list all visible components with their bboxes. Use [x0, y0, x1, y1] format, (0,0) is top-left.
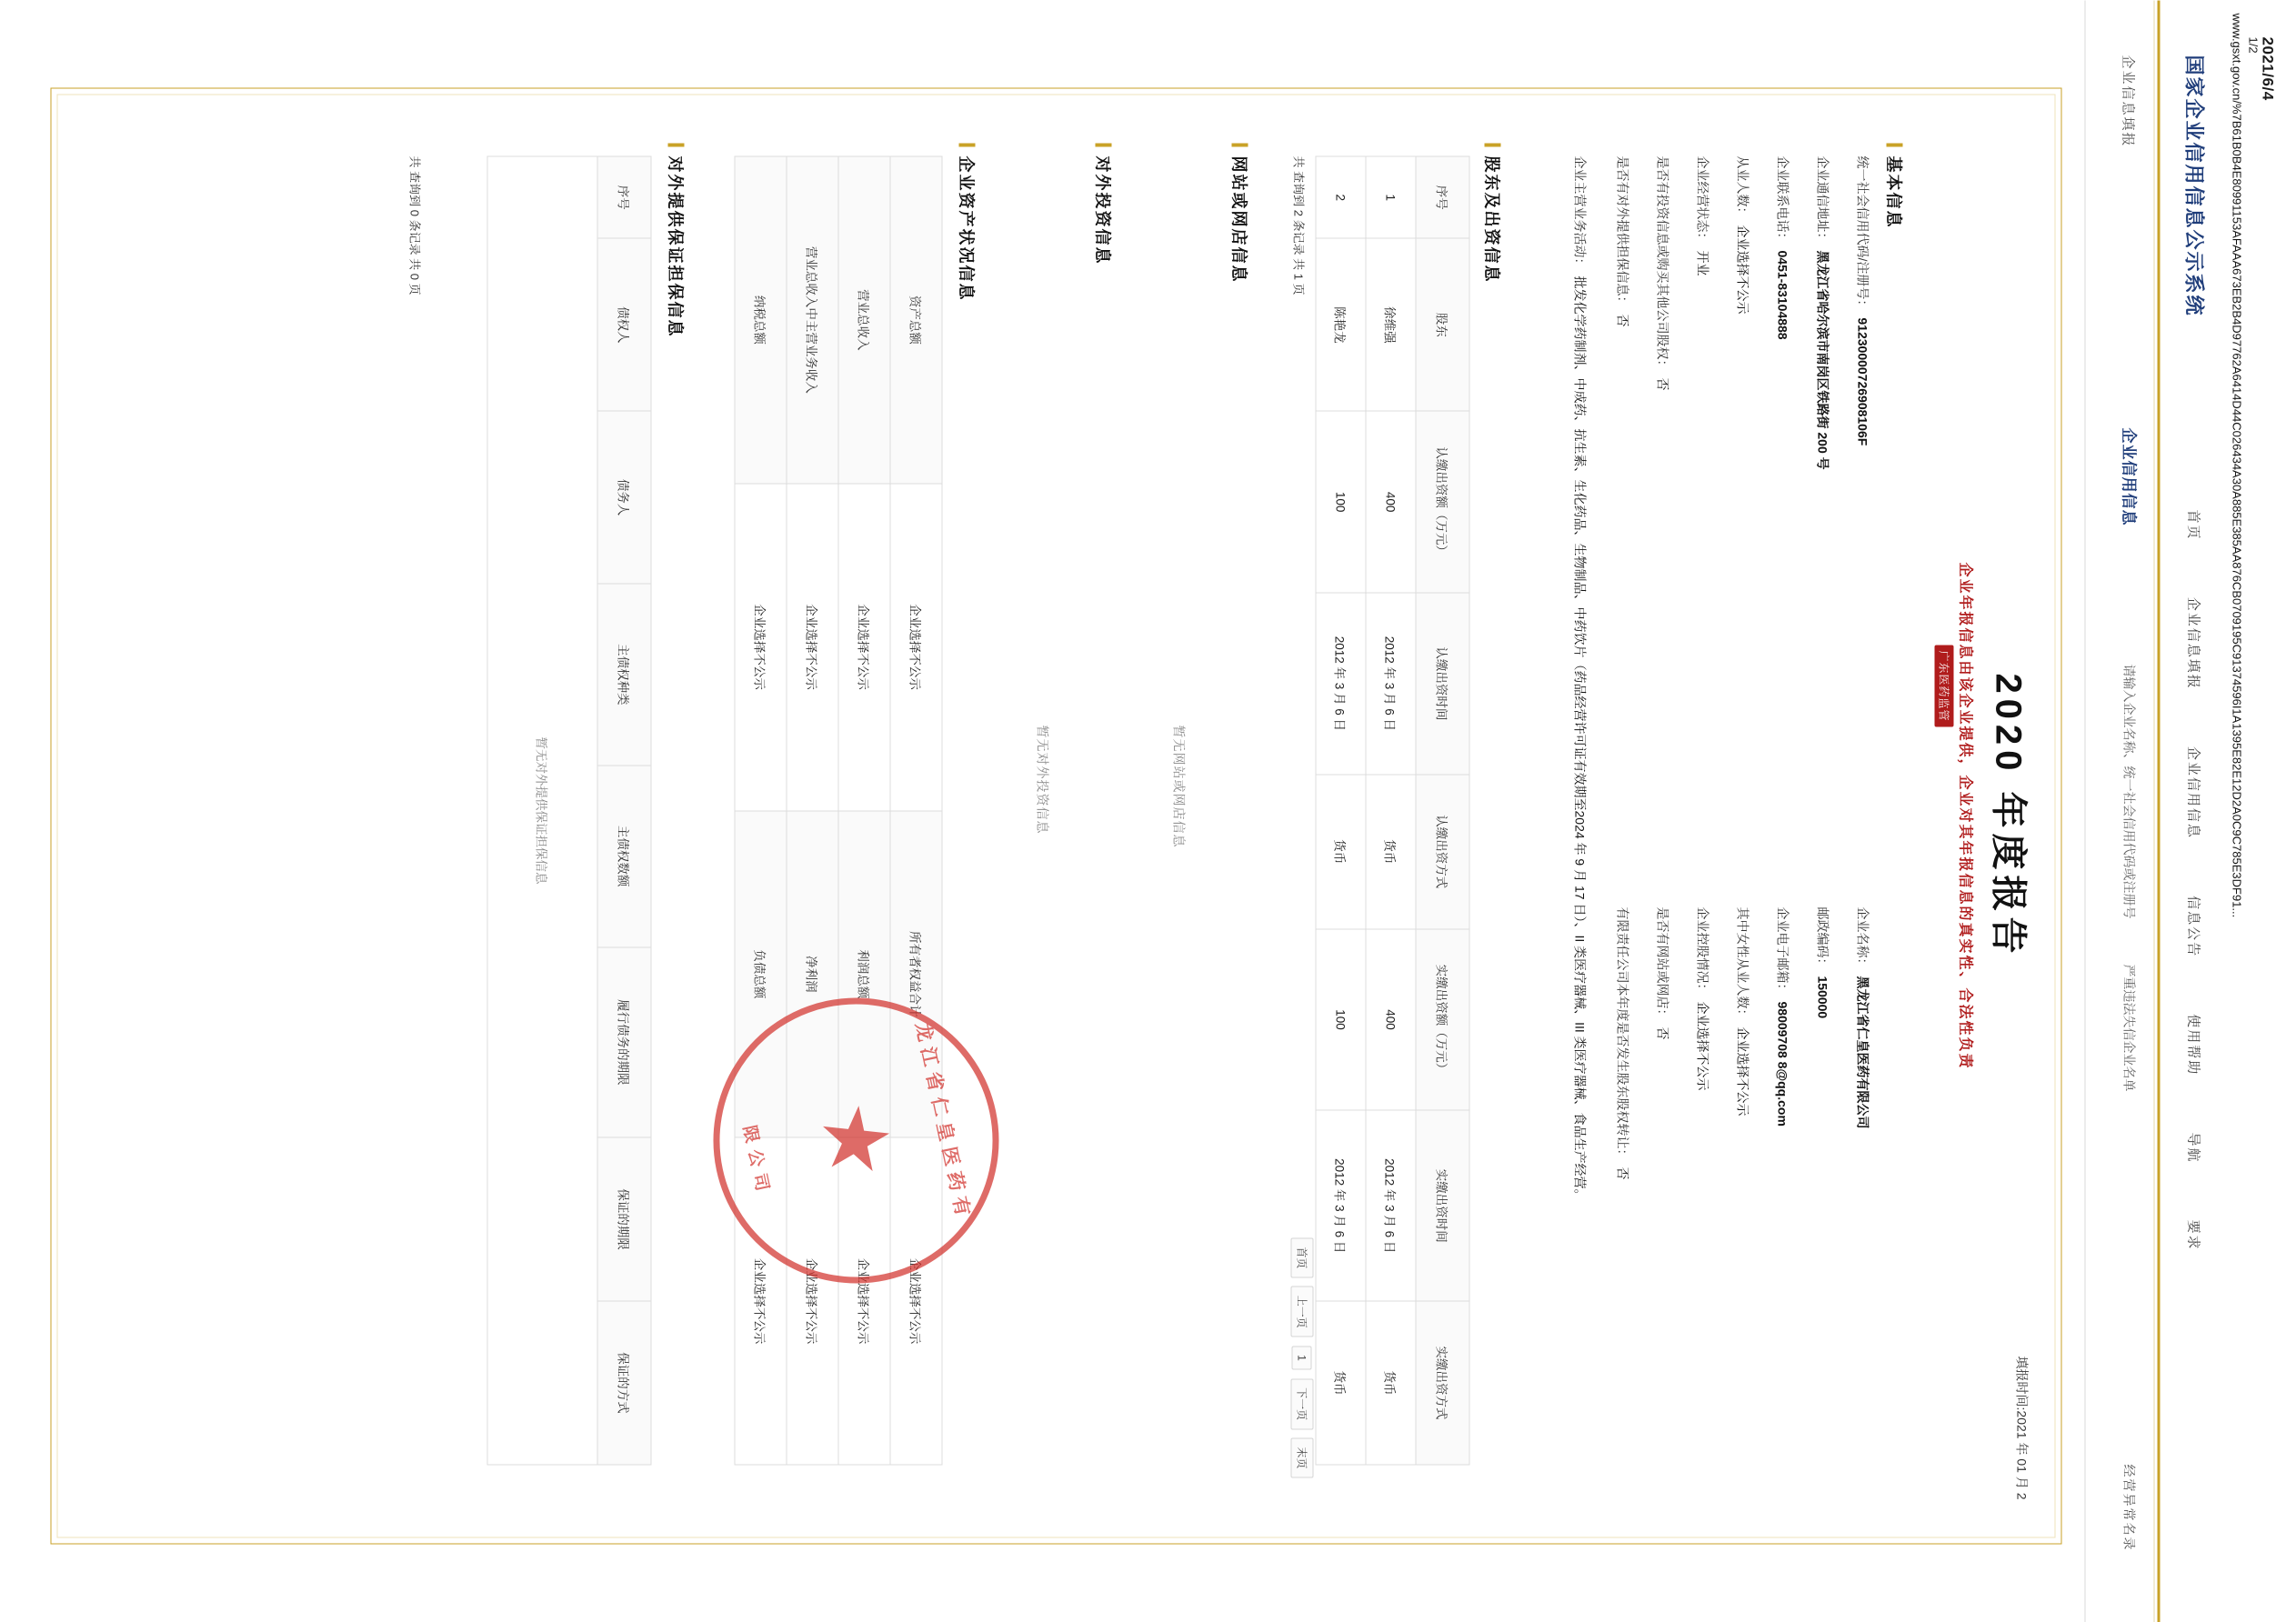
cell-paid-amount: 400	[1366, 928, 1416, 1110]
basic-row-10	[1653, 155, 1671, 390]
assets-label-total-assets: 资产总额	[890, 156, 942, 484]
col-paid-amount: 实缴出资额（万元）	[1416, 928, 1469, 1110]
basic-row-8	[1693, 155, 1711, 275]
report-subtitle: 企业年报信息由该企业提供，企业对其年报信息的真实性、合法性负责	[1957, 561, 1972, 1069]
col-shareholder: 股东	[1416, 238, 1469, 411]
nav-item-enterprise-filing[interactable]: 企业信息填报	[2185, 596, 2201, 690]
report-title: 2020 年度报告	[1988, 672, 2028, 959]
search-hint: 请输入企业名称、统一社会信用代码或注册号	[2121, 664, 2136, 918]
basic-value-1: 黑龙江省仁皇医药有限公司	[1855, 976, 1870, 1128]
pager-next[interactable]: 下一页	[1290, 1378, 1313, 1429]
outbound-empty-note: 暂无对外投资信息	[1035, 725, 1049, 834]
section-website-heading: 网站或网店信息	[1228, 155, 1251, 283]
basic-value-4: 0451-83104888	[1775, 250, 1790, 340]
basic-value-9: 企业选择不公示	[1695, 1001, 1709, 1090]
gcol-debtor: 债务人	[597, 411, 651, 584]
nav-item-help[interactable]: 使用帮助	[2185, 1013, 2201, 1076]
shareholders-table	[1315, 155, 1469, 1465]
assets-value-tax: 企业选择不公示	[735, 483, 787, 810]
basic-key-7: 其中女性从业人数：	[1735, 906, 1750, 1021]
gcol-index: 序号	[597, 156, 651, 238]
subnav-title: 企业信用信息	[2120, 427, 2137, 526]
cell-subscribed-method: 货币	[1366, 774, 1416, 928]
col-paid-method: 实缴出资方式	[1416, 1301, 1469, 1465]
assets-label-net-profit: 净利润	[787, 810, 838, 1137]
basic-key-10: 是否有投资信息或购买其他公司股权：	[1655, 155, 1669, 372]
nav-items	[2184, 509, 2203, 1303]
table-row-empty	[487, 156, 597, 1465]
section-basic-heading: 基本信息	[1882, 155, 1906, 228]
gcol-term: 履行债务的期限	[597, 946, 651, 1137]
business-scope-text: 批发化学药制剂、中成药、抗生素、生化药品、生物制品、中药饮片（药品经营许可证有效期至2024 年 9 月 17 日）、II 类医疗器械、III 类医疗器械、食品生产经营。	[1572, 275, 1587, 1202]
nav-divider-thin	[2153, 0, 2154, 1622]
nav-item-home[interactable]: 首页	[2185, 509, 2201, 541]
assets-value-profit: 企业选择不公示	[838, 1137, 890, 1465]
gcol-guarantee-term: 保证的期限	[597, 1137, 651, 1301]
guarantee-header-row	[597, 156, 651, 1465]
basic-row-9	[1693, 906, 1711, 1090]
basic-key-11: 是否有网站或网店：	[1655, 906, 1669, 1021]
nav-item-announcement[interactable]: 信息公告	[2185, 895, 2201, 957]
basic-key-2: 企业通信地址：	[1815, 155, 1830, 245]
cell-paid-date: 2012 年 3 月 6 日	[1366, 1110, 1416, 1301]
pager-first[interactable]: 首页	[1290, 1237, 1313, 1277]
basic-row-4	[1773, 155, 1791, 339]
business-scope-label: 企业主营业务活动：	[1572, 155, 1587, 270]
shareholders-pager[interactable]	[1290, 1237, 1313, 1483]
nav-item-requirements[interactable]: 要求	[2185, 1219, 2201, 1251]
basic-row-12	[1613, 155, 1631, 326]
section-shareholders-heading: 股东及出资信息	[1480, 155, 1504, 283]
cell-index: 1	[1366, 156, 1416, 238]
cell-subscribed-method: 货币	[1316, 774, 1366, 928]
gcol-claim-amount: 主债权数额	[597, 765, 651, 946]
table-row	[1316, 156, 1366, 1465]
basic-row-6	[1733, 155, 1751, 314]
cell-paid-method: 货币	[1316, 1301, 1366, 1465]
cell-paid-method: 货币	[1366, 1301, 1416, 1465]
assets-value-liabilities: 企业选择不公示	[735, 1137, 787, 1465]
pager-current[interactable]: 1	[1291, 1346, 1311, 1370]
section-assets-heading: 企业资产状况信息	[955, 155, 978, 301]
assets-value-total-assets: 企业选择不公示	[890, 483, 942, 810]
pager-last[interactable]: 末页	[1290, 1437, 1313, 1477]
basic-value-12: 否	[1615, 314, 1629, 326]
basic-row-7	[1733, 906, 1751, 1116]
subnav-divider	[2084, 0, 2085, 1622]
basic-key-6: 从业人数：	[1735, 155, 1750, 219]
shareholders-count-note: 共 查询到 2 条记录 共 1 页	[1291, 155, 1305, 295]
gcol-guarantee-method: 保证的方式	[597, 1301, 651, 1465]
blacklist-link[interactable]: 严重违法失信企业名单	[2121, 964, 2136, 1091]
basic-key-4: 企业联系电话：	[1775, 155, 1790, 245]
assets-label-liabilities: 负债总额	[735, 810, 787, 1137]
report-fill-time: 填报时间:2021 年 01 月 2	[2014, 1356, 2029, 1499]
shareholders-header-row	[1416, 156, 1469, 1465]
col-index: 序号	[1416, 156, 1469, 238]
basic-value-11: 否	[1655, 1026, 1669, 1039]
assets-label-tax: 纳税总额	[735, 156, 787, 484]
basic-row-0	[1853, 155, 1871, 446]
basic-value-3: 150000	[1815, 976, 1830, 1018]
business-scope	[1567, 155, 1591, 1465]
basic-key-13: 有限责任公司本年度是否发生股东股权转让：	[1615, 906, 1629, 1161]
print-footer-url: www.gsxt.gov.cn/%7B61B0B4E80991153AFAAA673EB2B4D97762A6414D44C026434A30A885E385AA876CB0709195C91374596I1A1395E82E12D2A0C9C785E3DF91...	[2230, 13, 2243, 917]
basic-key-9: 企业控股情况：	[1695, 906, 1709, 996]
cell-shareholder: 徐维强	[1366, 238, 1416, 411]
basic-row-11	[1653, 906, 1671, 1039]
basic-value-2: 黑龙江省哈尔滨市南岗区铁路街 200 号	[1815, 250, 1830, 470]
assets-value-revenue: 企业选择不公示	[838, 483, 890, 810]
basic-key-12: 是否有对外提供担保信息：	[1615, 155, 1629, 308]
assets-label-owner-equity: 所有者权益合计	[890, 810, 942, 1137]
nav-item-guide[interactable]: 导航	[2185, 1131, 2201, 1163]
assets-label-main-revenue: 营业总收入中主营业务收入	[787, 156, 838, 484]
gcol-claim-type: 主债权种类	[597, 584, 651, 766]
basic-key-1: 企业名称：	[1855, 906, 1870, 970]
site-brand: 国家企业信用信息公示系统	[2182, 55, 2205, 317]
abnormal-list-link[interactable]: 经营异常名录	[2121, 1464, 2136, 1551]
col-subscribed-date: 认缴出资时间	[1416, 592, 1469, 774]
subnav	[2090, 0, 2145, 1622]
nav-divider	[2157, 0, 2160, 1622]
section-outbound-heading: 对外投资信息	[1091, 155, 1115, 265]
print-date: 2021/6/4	[2259, 36, 2276, 101]
cell-shareholder: 陈艳龙	[1316, 238, 1366, 411]
seal-line-2: 限公司	[738, 1123, 773, 1200]
report-badge: 广东医药监管	[1934, 645, 1953, 726]
cell-subscribed-date: 2012 年 3 月 6 日	[1316, 592, 1366, 774]
guarantee-empty-note: 暂无对外提供保证担保信息	[487, 156, 597, 1465]
basic-row-13	[1613, 906, 1631, 1179]
cell-paid-date: 2012 年 3 月 6 日	[1316, 1110, 1366, 1301]
cell-subscribed-amount: 100	[1316, 411, 1366, 593]
basic-key-8: 企业经营状态：	[1695, 155, 1709, 245]
basic-key-0: 统一社会信用代码/注册号：	[1855, 155, 1870, 312]
seal-line-1: 龙江省仁皇医药有	[910, 1019, 974, 1224]
basic-value-10: 否	[1655, 377, 1669, 390]
guarantee-table	[486, 155, 651, 1465]
assets-label-revenue: 营业总收入	[838, 156, 890, 484]
basic-value-7: 企业选择不公示	[1735, 1026, 1750, 1116]
nav-item-credit-info[interactable]: 企业信用信息	[2185, 746, 2201, 839]
annual-report-document	[50, 87, 2061, 1544]
basic-value-6: 企业选择不公示	[1735, 225, 1750, 314]
cell-subscribed-amount: 400	[1366, 411, 1416, 593]
gcol-creditor: 债权人	[597, 238, 651, 411]
assets-value-net-profit: 企业选择不公示	[787, 1137, 838, 1465]
assets-value-owner-equity: 企业选择不公示	[890, 1137, 942, 1465]
col-subscribed-amount: 认缴出资额（万元）	[1416, 411, 1469, 593]
seal-star-icon: ★	[800, 1091, 912, 1189]
basic-value-13: 否	[1615, 1166, 1629, 1179]
assets-label-profit: 利润总额	[838, 810, 890, 1137]
print-page-number: 1/2	[2246, 36, 2260, 54]
assets-value-main-revenue: 企业选择不公示	[787, 483, 838, 810]
cell-subscribed-date: 2012 年 3 月 6 日	[1366, 592, 1416, 774]
subnav-label: 企业信息填报	[2120, 55, 2135, 148]
cell-index: 2	[1316, 156, 1366, 238]
basic-row-2	[1813, 155, 1831, 469]
basic-value-8: 开业	[1695, 250, 1709, 275]
cell-paid-amount: 100	[1316, 928, 1366, 1110]
col-paid-date: 实缴出资时间	[1416, 1110, 1469, 1301]
basic-value-0: 91230000726908106F	[1855, 316, 1870, 446]
basic-key-3: 邮政编码：	[1815, 906, 1830, 970]
website-empty-note: 暂无网站或网店信息	[1171, 725, 1186, 847]
top-navbar	[2160, 0, 2212, 1622]
table-row	[1366, 156, 1416, 1465]
col-subscribed-method: 认缴出资方式	[1416, 774, 1469, 928]
basic-key-5: 企业电子邮箱：	[1775, 906, 1790, 996]
pager-prev[interactable]: 上一页	[1290, 1286, 1313, 1337]
basic-row-5	[1773, 906, 1791, 1126]
guarantee-count-note: 共 查询到 0 条记录 共 0 页	[407, 155, 421, 295]
section-guarantee-heading: 对外提供保证担保信息	[664, 155, 687, 337]
basic-value-5: 98009708 8@qq.com	[1775, 1001, 1790, 1126]
basic-row-1	[1853, 906, 1871, 1128]
basic-row-3	[1813, 906, 1831, 1018]
